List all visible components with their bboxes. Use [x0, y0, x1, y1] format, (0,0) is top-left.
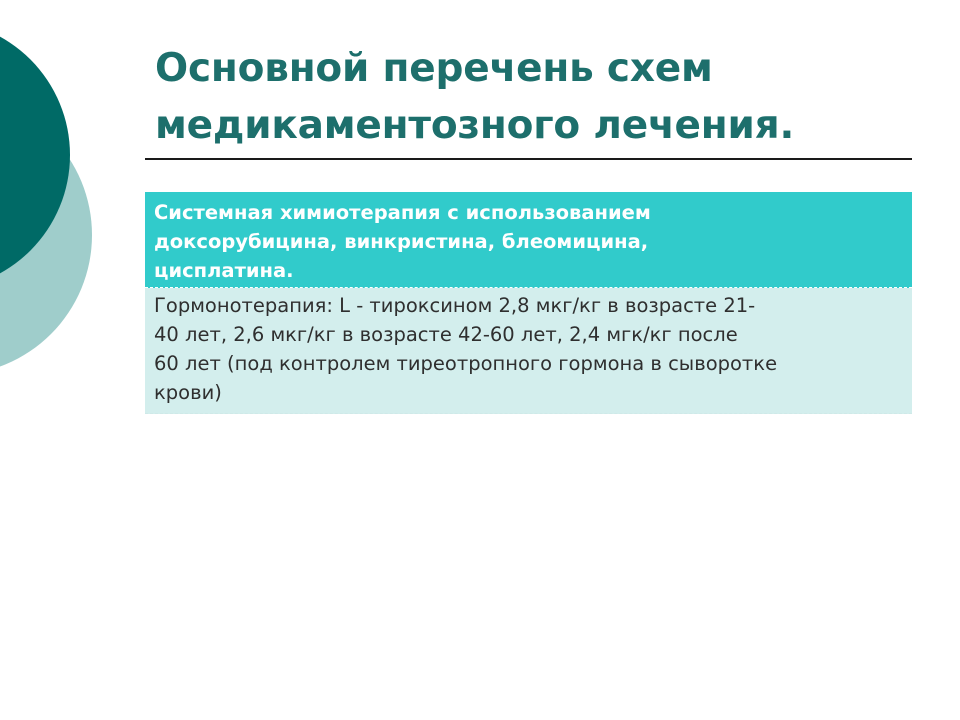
title-divider	[145, 158, 912, 160]
chemotherapy-text-line-2: доксорубицина, винкристина, блеомицина,	[154, 230, 649, 253]
hormonotherapy-text-line-4: крови)	[154, 381, 222, 404]
slide-title-line-1: Основной перечень схем	[155, 46, 713, 91]
hormonotherapy-text-line-1: Гормонотерапия: L - тироксином 2,8 мкг/кг в возрасте 21-	[154, 294, 756, 317]
table-row-hormonotherapy	[145, 288, 912, 414]
table-row-chemotherapy	[145, 192, 912, 288]
hormonotherapy-text-line-2: 40 лет, 2,6 мкг/кг в возрасте 42-60 лет, 2,4 мгк/кг после	[154, 323, 738, 346]
chemotherapy-text-line-1: Системная химиотерапия с использованием	[154, 201, 651, 224]
hormonotherapy-text-line-3: 60 лет (под контролем тиреотропного гормона в сыворотке	[154, 352, 778, 375]
treatment-table	[145, 192, 912, 414]
slide-title	[155, 40, 915, 154]
chemotherapy-text-line-3: цисплатина.	[154, 259, 294, 282]
slide-title-line-2: медикаментозного лечения.	[155, 103, 795, 148]
